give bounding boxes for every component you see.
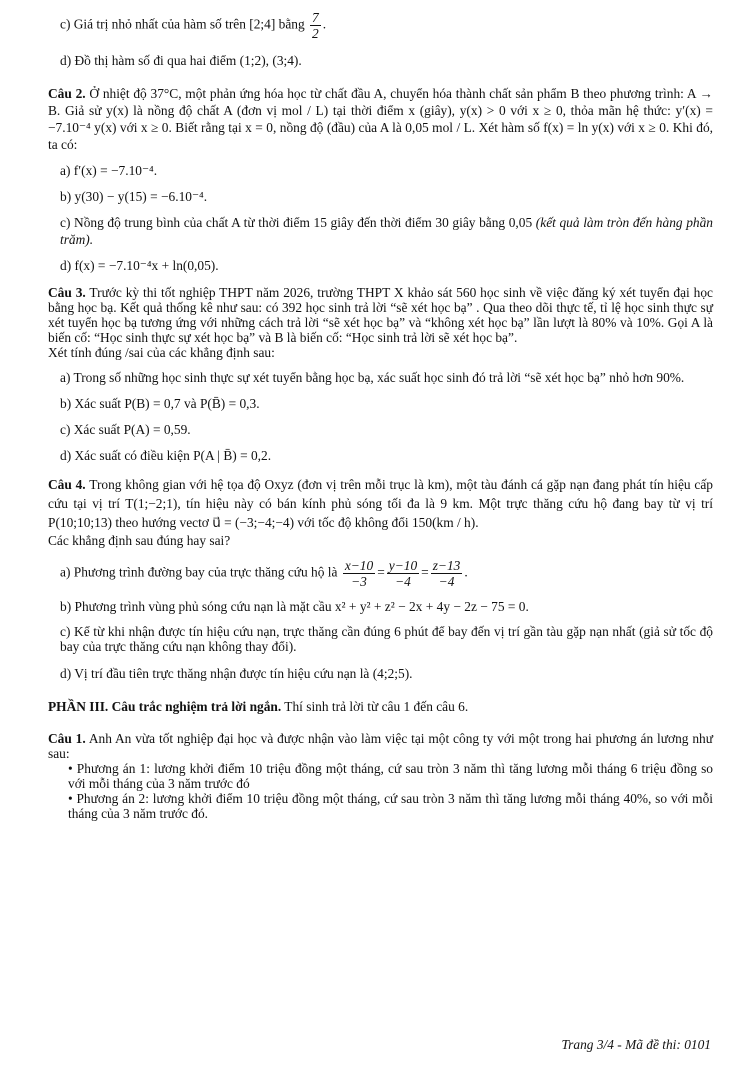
q2-option-a: a) f′(x) = −7.10⁻⁴. [60, 163, 158, 178]
fraction: $\frac{7}{2}$ [312, 10, 319, 41]
salary-plan-2: • Phương án 2: lương khởi điểm 10 triệu đồng một tháng, cứ sau tròn 3 năm thì tăng lương mỗi tháng 40%, so với mỗi tháng của 3 năm trước đó. [68, 791, 713, 821]
page-footer: Trang 3/4 - Mã đề thi: 0101 [561, 1037, 711, 1052]
fraction: $\frac{y-10}{-4}$ [388, 558, 418, 589]
q4-option-b: b) Phương trình vùng phủ sóng cứu nạn là mặt cầu x² + y² + z² − 2x + 4y − 2z − 75 = 0. [60, 599, 529, 614]
q3-intro: Xét tính đúng /sai của các khẳng định sau: [48, 345, 275, 360]
q3-option-d: d) Xác suất có điều kiện P(A | B̄) = 0,2. [60, 448, 272, 463]
q4-option-c: c) Kể từ khi nhận được tín hiệu cứu nạn, trực thăng cần đúng 6 phút để bay đến vị trí gần tàu gặp nạn nhất (giả sử tốc độ bay của trực thăng cứu nạn không thay đổi). [60, 624, 713, 654]
q1-option-c: c) Giá trị nhỏ nhất của hàm số trên [2;4] bằng $\frac{7}{2}$ . [60, 10, 327, 41]
q1-option-d: d) Đồ thị hàm số đi qua hai điểm (1;2), (3;4). [60, 53, 302, 68]
question-4: Câu 4. Trong không gian với hệ tọa độ Oxyz (đơn vị trên mỗi trục là km), một tàu đánh cá gặp nạn đang phát tín hiệu cấp cứu tại vị trí T(1;−2;1), tín hiệu này có bán kính phủ sóng tối đa là 9 km. Một trực thăng cứu hộ đang bay từ vị trí P(10;10;13) theo hướng vectơ u⃗ = (−3;−4;−4) với tốc độ không đổi 150(km / h). [48, 477, 713, 530]
q3-option-b: b) Xác suất P(B) = 0,7 và P(B̄) = 0,3. [60, 396, 260, 411]
fraction: $\frac{z-13}{-4}$ [432, 558, 461, 589]
q2-option-d: d) f(x) = −7.10⁻⁴x + ln(0,05). [60, 258, 219, 273]
q3-option-c: c) Xác suất P(A) = 0,59. [60, 422, 191, 437]
salary-plan-1: • Phương án 1: lương khởi điểm 10 triệu đồng một tháng, cứ sau tròn 3 năm thì tăng lương mỗi tháng 6 triệu đồng so với mỗi tháng của 3 năm trước đó [68, 761, 713, 791]
q4-intro: Các khẳng định sau đúng hay sai? [48, 533, 231, 548]
q3-option-a: a) Trong số những học sinh thực sự xét tuyển bằng học bạ, xác suất học sinh đó trả lời “sẽ xét học bạ” nhỏ hơn 90%. [60, 370, 685, 385]
question-2: Câu 2. Ở nhiệt độ 37°C, một phản ứng hóa học từ chất đầu A, chuyển hóa thành chất sản phẩm B theo phương trình: A → B. Giả sử y(x) là nồng độ chất A (đơn vị mol / L) tại thời điểm x (giây), y(x) > 0 với x ≥ 0, thỏa mãn hệ thức: y′(x) = −7.10⁻⁴ y(x) với x ≥ 0. Biết rằng tại x = 0, nồng độ (đầu) của A là 0,05 mol / L. Xét hàm số f(x) = ln y(x) với x ≥ 0. Khi đó, ta có: [48, 86, 713, 152]
part-3-heading: PHẦN III. Câu trắc nghiệm trả lời ngắn. Thí sinh trả lời từ câu 1 đến câu 6. [48, 699, 469, 714]
fraction: $\frac{x-10}{-3}$ [344, 558, 374, 589]
q4-option-a: a) Phương trình đường bay của trực thăng cứu hộ là $\frac{x-10}{-3}$ = $\frac{y-10}{-4}$ = $\frac{z-13}{-4}$ . [60, 558, 468, 589]
q2-option-b: b) y(30) − y(15) = −6.10⁻⁴. [60, 189, 208, 204]
question-3: Câu 3. Trước kỳ thi tốt nghiệp THPT năm 2026, trường THPT X khảo sát 560 học sinh về việc đăng ký xét tuyển đại học bằng học bạ. Kết quả thống kê như sau: có 392 học sinh trả lời “sẽ xét học bạ” . Qua theo dõi thực tế, tỉ lệ học sinh thực sự xét tuyển học bạ tương ứng với những cách trả lời “sẽ xét học bạ” và “không xét học bạ” lần lượt là 80% và 10%. Gọi A là biến cố: “Học sinh thực sự xét học bạ” và B là biến cố: “Học sinh trả lời sẽ xét học bạ”. [48, 285, 713, 345]
q2-option-c: c) Nồng độ trung bình của chất A từ thời điểm 15 giây đến thời điểm 30 giây bằng 0,05 (kết quả làm tròn đến hàng phần trăm). [60, 215, 713, 247]
part3-question-1: Câu 1. Anh An vừa tốt nghiệp đại học và được nhận vào làm việc tại một công ty với một trong hai phương án lương như sau: [48, 731, 713, 761]
q4-option-d: d) Vị trí đầu tiên trực thăng nhận được tín hiệu cứu nạn là (4;2;5). [60, 666, 413, 681]
